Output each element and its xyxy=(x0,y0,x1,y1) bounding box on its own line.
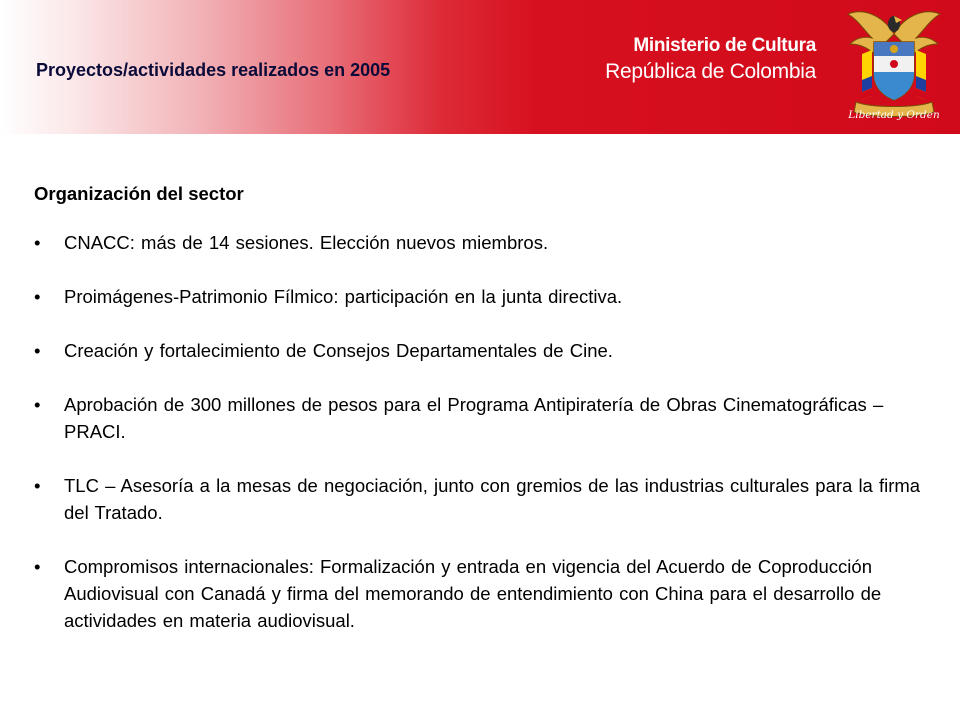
slide-title: Proyectos/actividades realizados en 2005 xyxy=(36,60,391,80)
bullet-glyph: • xyxy=(34,394,41,415)
list-item xyxy=(34,391,934,445)
ministry-name: Ministerio de Cultura xyxy=(633,35,816,56)
bullet-glyph: • xyxy=(34,232,41,253)
bullet-text: CNACC: más de 14 sesiones. Elección nuevos miembros. xyxy=(64,232,549,253)
crest-motto: Libertad y Orden xyxy=(848,109,940,121)
bullet-glyph: • xyxy=(34,556,41,577)
bullet-list xyxy=(34,229,934,634)
content-area xyxy=(34,180,934,661)
bullet-text: TLC – Asesoría a la mesas de negociación, junto con gremios de las industrias culturales para la firma del Tratado. xyxy=(64,475,921,523)
list-item xyxy=(34,553,934,634)
bullet-glyph: • xyxy=(34,286,41,307)
bullet-glyph: • xyxy=(34,340,41,361)
bullet-text: Proimágenes-Patrimonio Fílmico: participación en la junta directiva. xyxy=(64,286,623,307)
coat-of-arms-icon xyxy=(842,4,946,130)
bullet-text: Aprobación de 300 millones de pesos para el Programa Antipiratería de Obras Cinematográficas – PRACI. xyxy=(64,394,884,442)
bullet-text: Compromisos internacionales: Formalización y entrada en vigencia del Acuerdo de Coproducción Audiovisual con Canadá y firma del memorando de entendimiento con China para el desarrollo de actividades en materia audiovisual. xyxy=(64,556,882,631)
list-item xyxy=(34,283,934,310)
header-banner xyxy=(0,0,960,134)
list-item xyxy=(34,472,934,526)
bullet-text: Creación y fortalecimiento de Consejos Departamentales de Cine. xyxy=(64,340,613,361)
ministry-block xyxy=(605,34,816,86)
bullet-glyph: • xyxy=(34,475,41,496)
list-item xyxy=(34,337,934,364)
list-item xyxy=(34,229,934,256)
ministry-country: República de Colombia xyxy=(605,60,816,83)
section-heading: Organización del sector xyxy=(34,183,244,204)
